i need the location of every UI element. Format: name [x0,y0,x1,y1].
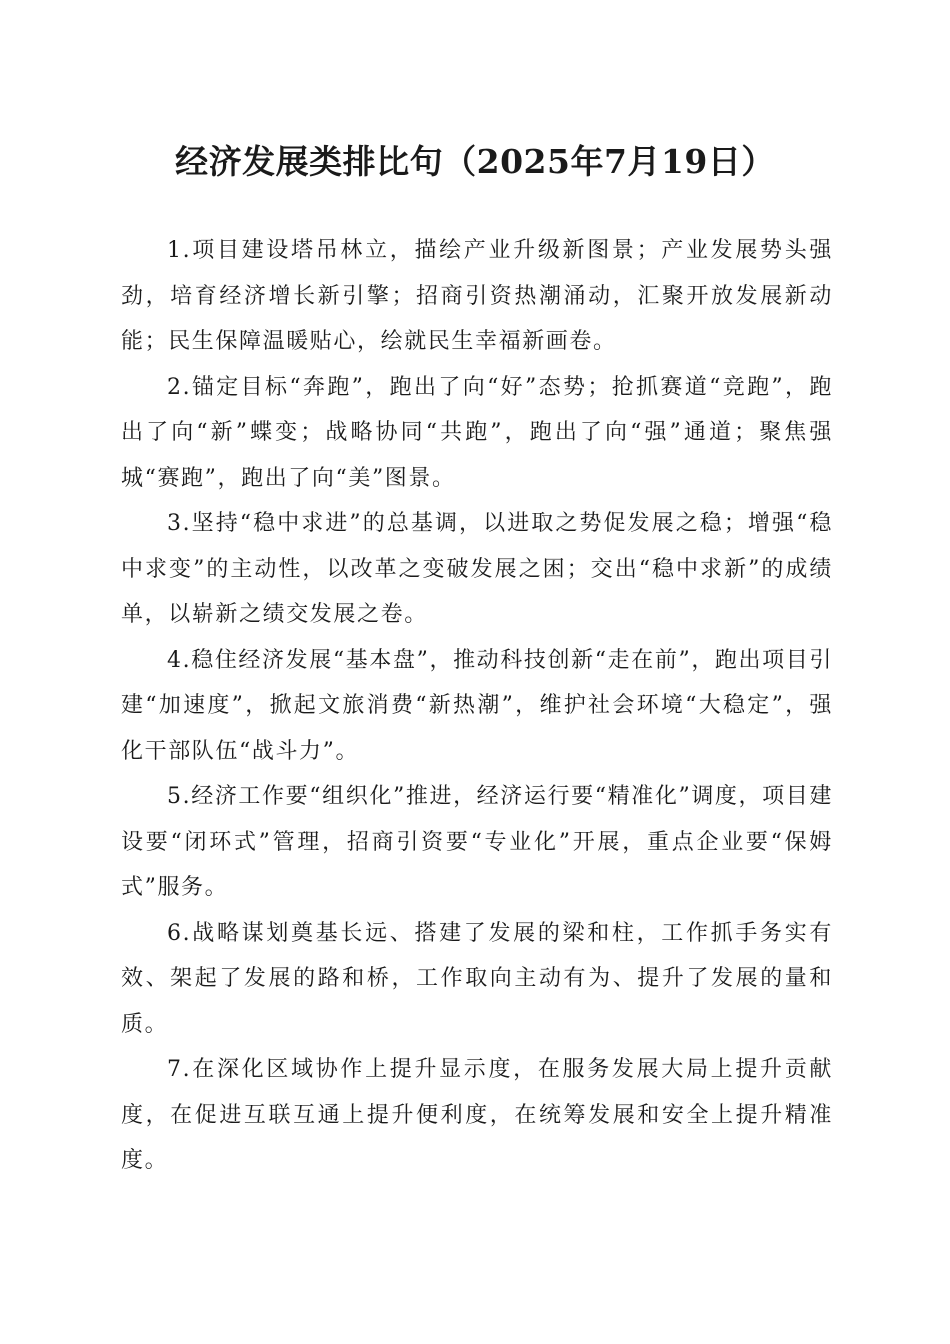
paragraph-3: 3.坚持“稳中求进”的总基调，以进取之势促发展之稳；增强“稳中求变”的主动性，以改革之变破发展之困；交出“稳中求新”的成绩单，以崭新之绩交发展之卷。 [121,511,833,627]
document-title: 经济发展类排比句（2025年7月19日） [175,142,775,181]
paragraph-5: 5.经济工作要“组织化”推进，经济运行要“精准化”调度，项目建设要“闭环式”管理，招商引资要“专业化”开展，重点企业要“保姆式”服务。 [121,784,833,900]
paragraph-2: 2.锚定目标“奔跑”，跑出了向“好”态势；抢抓赛道“竞跑”，跑出了向“新”蝶变；战略协同“共跑”，跑出了向“强”通道；聚焦强城“赛跑”，跑出了向“美”图景。 [121,374,833,491]
document-body [121,228,833,1184]
paragraph-7: 7.在深化区域协作上提升显示度，在服务发展大局上提升贡献度，在促进互联互通上提升便利度，在统筹发展和安全上提升精准度。 [121,1057,833,1173]
paragraph-4: 4.稳住经济发展“基本盘”，推动科技创新“走在前”，跑出项目引建“加速度”，掀起文旅消费“新热潮”，维护社会环境“大稳定”，强化干部队伍“战斗力”。 [121,647,833,764]
paragraph-6: 6.战略谋划奠基长远、搭建了发展的梁和柱，工作抓手务实有效、架起了发展的路和桥，工作取向主动有为、提升了发展的量和质。 [121,920,833,1037]
paragraph-1: 1.项目建设塔吊林立，描绘产业升级新图景；产业发展势头强劲，培育经济增长新引擎；招商引资热潮涌动，汇聚开放发展新动能；民生保障温暖贴心，绘就民生幸福新画卷。 [121,238,833,354]
